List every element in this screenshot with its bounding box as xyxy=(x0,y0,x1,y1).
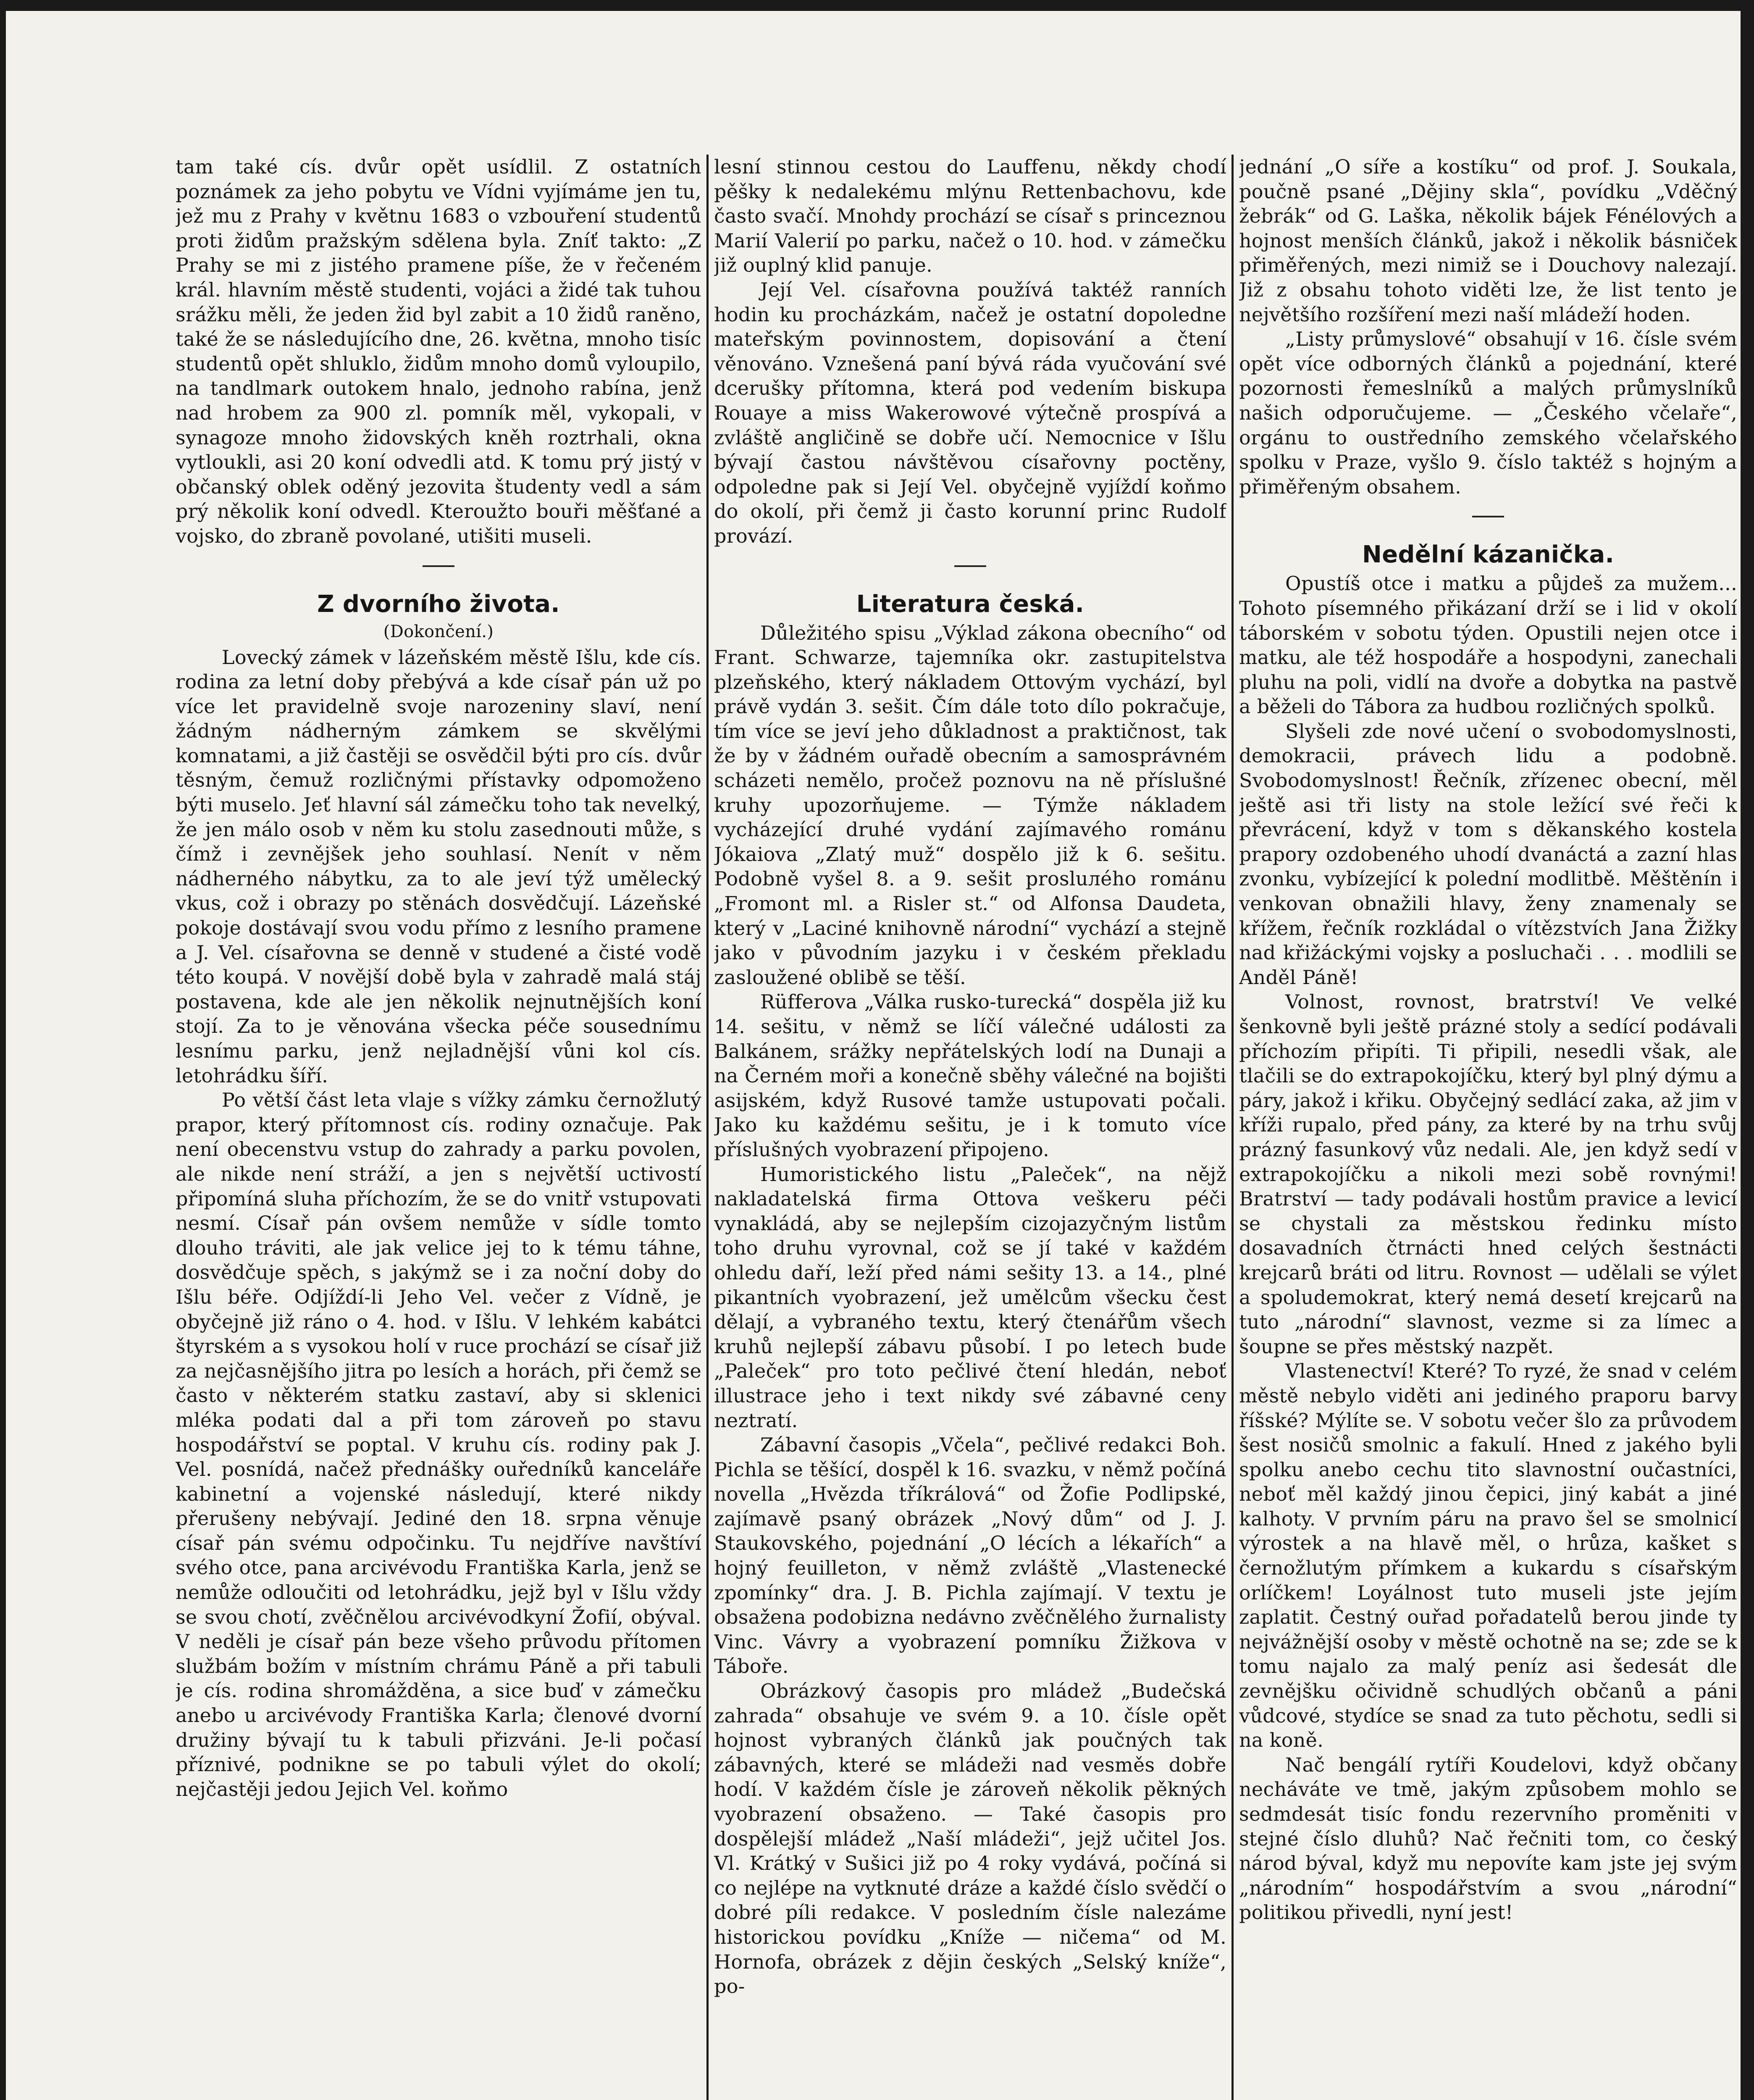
article-paragraph: Opustíš otce i matku a půjdeš za mužem... Tohoto písemného přikázaní drží se i lid v okolí táborském v sobotu týden. Opustili nejen otce i matku, ale též hospodáře a hospodyni, zanechali pluhu na poli, vidlí na dvoře a dobytka na pastvě a běželi do Tábora za hudbou rozličných spolků. xyxy=(1239,572,1737,718)
article-paragraph: Rüfferova „Válka rusko-turecká“ dospěla již ku 14. sešitu, v němž se líčí válečné události za Balkánem, srážky nepřátelských lodí na Dunaji a na Černém moři a konečně sběhy válečné na bojišti asijském, když Rusové tamže ustupovati počali. Jako ku každému sešitu, je i k tomuto více příslušných vyobrazení připojeno. xyxy=(714,990,1226,1161)
section-separator xyxy=(1472,516,1504,517)
article-paragraph: Humoristického listu „Paleček“, na nějž nakladatelská firma Ottova veškeru péči vynakládá, aby se nejlepším cizojazyčným listům toho druhu vyrovnal, což se jí také v každém ohledu daří, leží před námi sešity 13. a 14., plné pikantních vyobrazení, jež umělcům všecku čest dělají, a vybraného textu, který čtenářům všech kruhů nejlepší zábavu působí. I po letech bude „Paleček“ pro toto pečlivé čtení hledán, neboť illustrace jeho i text nikdy své zábavné ceny neztratí. xyxy=(714,1163,1226,1432)
article-paragraph: Nač bengálí rytíři Koudelovi, když občany necháváte ve tmě, jakým způsobem mohlo se sedmdesát tisíc fondu rezervního proměniti v stejné číslo dluhů? Nač řečniti tom, co český národ býval, když mu nepovíte kam jste jej svým „národním“ hospodářstvím a svou „národní“ politikou přivedli, nyní jest! xyxy=(1239,1753,1737,1924)
section-heading-dvorni-zivot: Z dvorního života. xyxy=(317,590,560,618)
article-paragraph: Volnost, rovnost, bratrství! Ve velké šenkovně byli ještě prázné stoly a sedící podávali příchozím připíti. Ti připili, nesedli však, ale tlačili se do extrapokojíčku, který byl plný dýmu a páry, jakož i křiku. Obyčejný sedlácí zaka, až jim v kříži rupalo, před pány, za které by na trhu svůj prázný fasunkový vůz nedali. Ale, jen když sedí v extrapokojíčku a nikoli mezi sobě rovnými! Bratrství — tady podávali hostům pravice a levicí se chystali za městskou ředinku místo dosavadních čtrnácti hned celých šestnácti krejcarů bráti od litru. Rovnost — udělali se výlet a spoludemokrat, který nemá desetí krejcarů na tuto „národní“ slavnost, vezme si za límec a šoupne se přes městský nazpět. xyxy=(1239,990,1737,1358)
column-divider-1 xyxy=(706,155,709,2100)
column-3 xyxy=(1239,155,1737,2100)
section-subheading: (Dokončení.) xyxy=(383,622,494,641)
scan-border-top xyxy=(0,0,1754,11)
article-paragraph: Její Vel. císařovna používá taktéž ranních hodin ku procházkám, načež je ostatní dopoledne mateřským povinnostem, dopisování a čtení věnováno. Vznešená paní bývá ráda vyučování své dcerušky přítomna, která pod vedením biskupa Rouaye a miss Wakerowové výtečně prospívá a zvláště angličině se dobře učí. Nemocnice v Išlu bývají častou návštěvou císařovny poctěny, odpoledne pak si Její Vel. obyčejně vyjíždí koňmo do okolí, při čemž ji často korunní princ Rudolf provází. xyxy=(714,278,1226,547)
article-paragraph: Důležitého spisu „Výklad zákona obecního“ od Frant. Schwarze, tajemníka okr. zastupitelstva plzeňského, který nákladem Ottovým vychází, byl právě vydán 3. sešit. Čím dále toto dílo pokračuje, tím více se jeví jeho důkladnost a praktičnost, tak že by v žádném ouřadě obecním a samosprávném scházeti nemělo, pročež poznovu na ně příslušné kruhy upozorňujeme. — Týmže nákladem vycházející druhé vydání zajímavého románu Jókaiova „Zlatý muž“ dospělo již k 6. sešitu. Podobně vyšel 8. a 9. sešit prosluлého románu „Fromont ml. a Risler st.“ od Alfonsa Daudeta, který v „Laciné knihovně národní“ vychází a stejně jako v původním jazyku i v českém překladu zasloužené oblibě se těší. xyxy=(714,621,1226,989)
column-2 xyxy=(714,155,1226,2100)
section-separator xyxy=(423,565,454,567)
article-paragraph: Slyšeli zde nové učení o svobodomyslnosti, demokracii, právech lidu a podobně. Svobodomyslnost! Řečník, zřízenec obecní, měl ještě asi tři listy na stole ležící své řeči k převrácení, když v tom s děkanského kostela prapory ozdobeného uhodí dvanáctá a zazní hlas zvonku, vybízející k polední modlitbě. Měštěnín i venkovan obnažili hlavy, ženy znamenaly se křížem, řečník rozkládal o vítězstvích Jana Žižky nad křižáckými vojsky a posluchači . . . modlili se Anděl Páně! xyxy=(1239,719,1737,989)
scan-border-right xyxy=(1741,0,1754,2100)
column-divider-2 xyxy=(1231,155,1234,2100)
article-text: jednání „O síře a kostíku“ od prof. J. Soukala, poučně psané „Dějiny skla“, povídku „Vděčný žebrák“ od G. Laška, několik bájek Fénélových a hojnost menších článků, jakož i několik básniček přiměřených, mezi nimiž se i Douchovy nalezají. Již z obsahu tohoto viděti lze, že list tento je největšího rozšíření mezi naší mládeží hoden. xyxy=(1239,155,1737,326)
article-text: tam také cís. dvůr opět usídlil. Z ostatních poznámek za jeho pobytu ve Vídni vyjímáme jen tu, jež mu z Prahy v květnu 1683 o vzbouření studentů proti židům pražským sdělena byla. Zníť takto: „Z Prahy se mi z jistého pramene píše, že v řečeném král. hlavním městě studenti, vojáci a židé tak tuhou srážku měli, že jeden žid byl zabit a 10 židů raněno, také že se následujícího dne, 26. května, mnoho tisíc studentů opět shluklo, židům mnoho domů vyloupilo, na tandlmark outokem hnalo, jednoho rabína, jenž nad hrobem za 900 zl. pomník měl, vykopali, v synagoze mnoho židovských kněh roztrhali, okna vytloukli, asi 20 koní odvedli atd. K tomu prý jistý v občanský oblek oděný jezovita študenty vedl a sám prý několik koní odvedl. Kteroužto bouři měšťané a vojsko, do zbraně povolané, utišiti museli. xyxy=(176,155,701,547)
section-heading-kazanicka: Nedělní kázanička. xyxy=(1362,541,1615,569)
article-paragraph: Zábavní časopis „Včela“, pečlivé redakci Boh. Pichla se těšící, dospěl k 16. svazku, v němž počíná novella „Hvězda tříkrálová“ od Žofie Podlipské, zajímavě psaný obrázek „Nový dům“ od J. J. Staukovského, pojednání „O lécích a lékařích“ a hojný feuilleton, v němž zvláště „Vlastenecké zpomínky“ dra. J. B. Pichla zajímají. V textu je obsažena podobizna nedávno zvěčnělého žurnalisty Vinc. Vávry a vyobrazení pomníku Žižkova v Táboře. xyxy=(714,1433,1226,1678)
article-paragraph: Lovecký zámek v lázeňském městě Išlu, kde cís. rodina za letní doby přebývá a kde císař pán už po více let pravidelně svoje narozeniny slaví, není žádným nádherným zámkem se skvělými komnatami, a již častěji se osvědčil býti pro cís. dvůr těsným, čemuž rozličnými přístavky odpomoženo býti muselo. Jeť hlavní sál zámečku toho tak nevelký, že jen málo osob v něm ku stolu zasednouti může, s čímž i zevnějšek jeho souhlasí. Nenít v něm nádherného nábytku, za to ale jeví týž umělecký vkus, což i obrazy po stěnách dosvědčují. Lázeňské pokoje dostávají svou vodu přímo z lesního pramene a J. Vel. císařovna se denně v studené a čisté vodě této koupá. V novější době byla v zahradě malá stáj postavena, kde ale jen několik nejnutnějších koní stojí. Za to je věnována všecka péče sousednímu lesnímu parku, jenž nejladnější vůni kol cís. letohrádku šíří. xyxy=(176,646,701,1087)
scan-border-left xyxy=(0,0,6,2100)
section-separator xyxy=(954,565,986,567)
section-heading-literatura: Literatura česká. xyxy=(856,590,1084,618)
column-1 xyxy=(176,155,701,2100)
article-text: lesní stinnou cestou do Lauffenu, někdy chodí pěšky k nedalekému mlýnu Rettenbachovu, kde často svačí. Mnohdy prochází se císař s princeznou Marií Valerií po parku, načež o 10. hod. v zámečku již ouplný klid panuje. xyxy=(714,155,1226,277)
article-paragraph: Obrázkový časopis pro mládež „Budečská zahrada“ obsahuje ve svém 9. a 10. čísle opět hojnost vybraných článků jak poučných tak zábavných, které se mládeži nad vesměs dobře hodí. V každém čísle je zároveň několik pěkných vyobrazení obsaženo. — Také časopis pro dospělejší mládež „Naší mládeži“, jejž učitel Jos. Vl. Krátký v Sušici již po 4 roky vydává, počíná si co nejlépe na vytknuté dráze a každé číslo svědčí o dobré píli redakce. V posledním čísle nalezáme historickou povídku „Kníže — ničema“ od M. Hornofa, obrázek z dějin českých „Selský kníže“, po- xyxy=(714,1680,1226,1998)
article-paragraph: Vlastenectví! Které? To ryzé, že snad v celém městě nebylo viděti ani jediného praporu barvy říšské? Mýlíte se. V sobotu večer šlo za průvodem šest nosičů smolnic a fakulí. Hned z jakého byli spolku anebo cechu tito slavnostní oučastníci, neboť měl každý jinou čepici, jiný kabát a jiné kalhoty. V prvním páru na pravo šel se smolnicí výrostek a na hlavě měl, o hrůza, kašket s černožlutým přímkem a kukardu s císařským orlíčkem! Loyálnost tuto museli jste jejím zaplatit. Čestný ouřad pořadatelů berou jinde ty nejvážnější osoby v městě ochotně na se; zde se k tomu najalo za malý peníz asi šedesát dle zevnějšku očividně schudlých občanů a páni vůdcové, stydíce se snad za tuto pěchotu, sedli si na koně. xyxy=(1239,1360,1737,1752)
article-paragraph: Po větší část leta vlaje s vížky zámku černožlutý prapor, který přítomnost cís. rodiny označuje. Pak není obecenstvu vstup do zahrady a parku povolen, ale nikde není stráží, a jen s největší uctivostí připomíná sluha příchozím, že se do vnitř vstupovati nesmí. Císař pán ovšem nemůže v sídle tomto dlouho tráviti, ale jak velice jej to k tému táhne, dosvědčuje spěch, s jakýmž se i za noční doby do Išlu béře. Odjíždí-li Jeho Vel. večer z Vídně, je obyčejně již ráno o 4. hod. v Išlu. V lehkém kabátci štyrském a s vysokou holí v ruce prochází se císař již za nejčasnějšího jitra po lesích a horách, při čemž se často v některém statku zastaví, aby si sklenici mléka podati dal a při tom zároveň po stavu hospodářství se poptal. V kruhu cís. rodiny pak J. Vel. posnídá, načež přednášky ouředníků kanceláře kabinetní a vojenské následují, které nikdy přerušeny nebývají. Jediné den 18. srpna věnuje císař pán svému odpočinku. Tu nejdříve navštíví svého otce, pana arcivévodu Františka Karla, jenž se nemůže odloučiti od letohrádku, jejž byl v Išlu vždy se svou chotí, zvěčnělou arcivévodkyní Žofií, obýval. V neděli je císař pán beze všeho průvodu přítomen službám božím v místním chrámu Páně a při tabuli je cís. rodina shromážděna, a sice buď v zámečku anebo u arcivévody Františka Karla; členové dvorní družiny bývají tu k tabuli přizváni. Je-li počasí příznivé, podnikne se po tabuli výlet do okolí; nejčastěji jedou Jejich Vel. koňmo xyxy=(176,1089,701,1801)
article-paragraph: „Listy průmyslové“ obsahují v 16. čísle svém opět více odborných článků a pojednání, které pozornosti řemeslníků a malých průmyslníků našich odporučujeme. — „Českého včelaře“, orgánu to oustředního zemského včelařského spolku v Praze, vyšlo 9. číslo taktéž s hojným a přiměřeným obsahem. xyxy=(1239,328,1737,498)
